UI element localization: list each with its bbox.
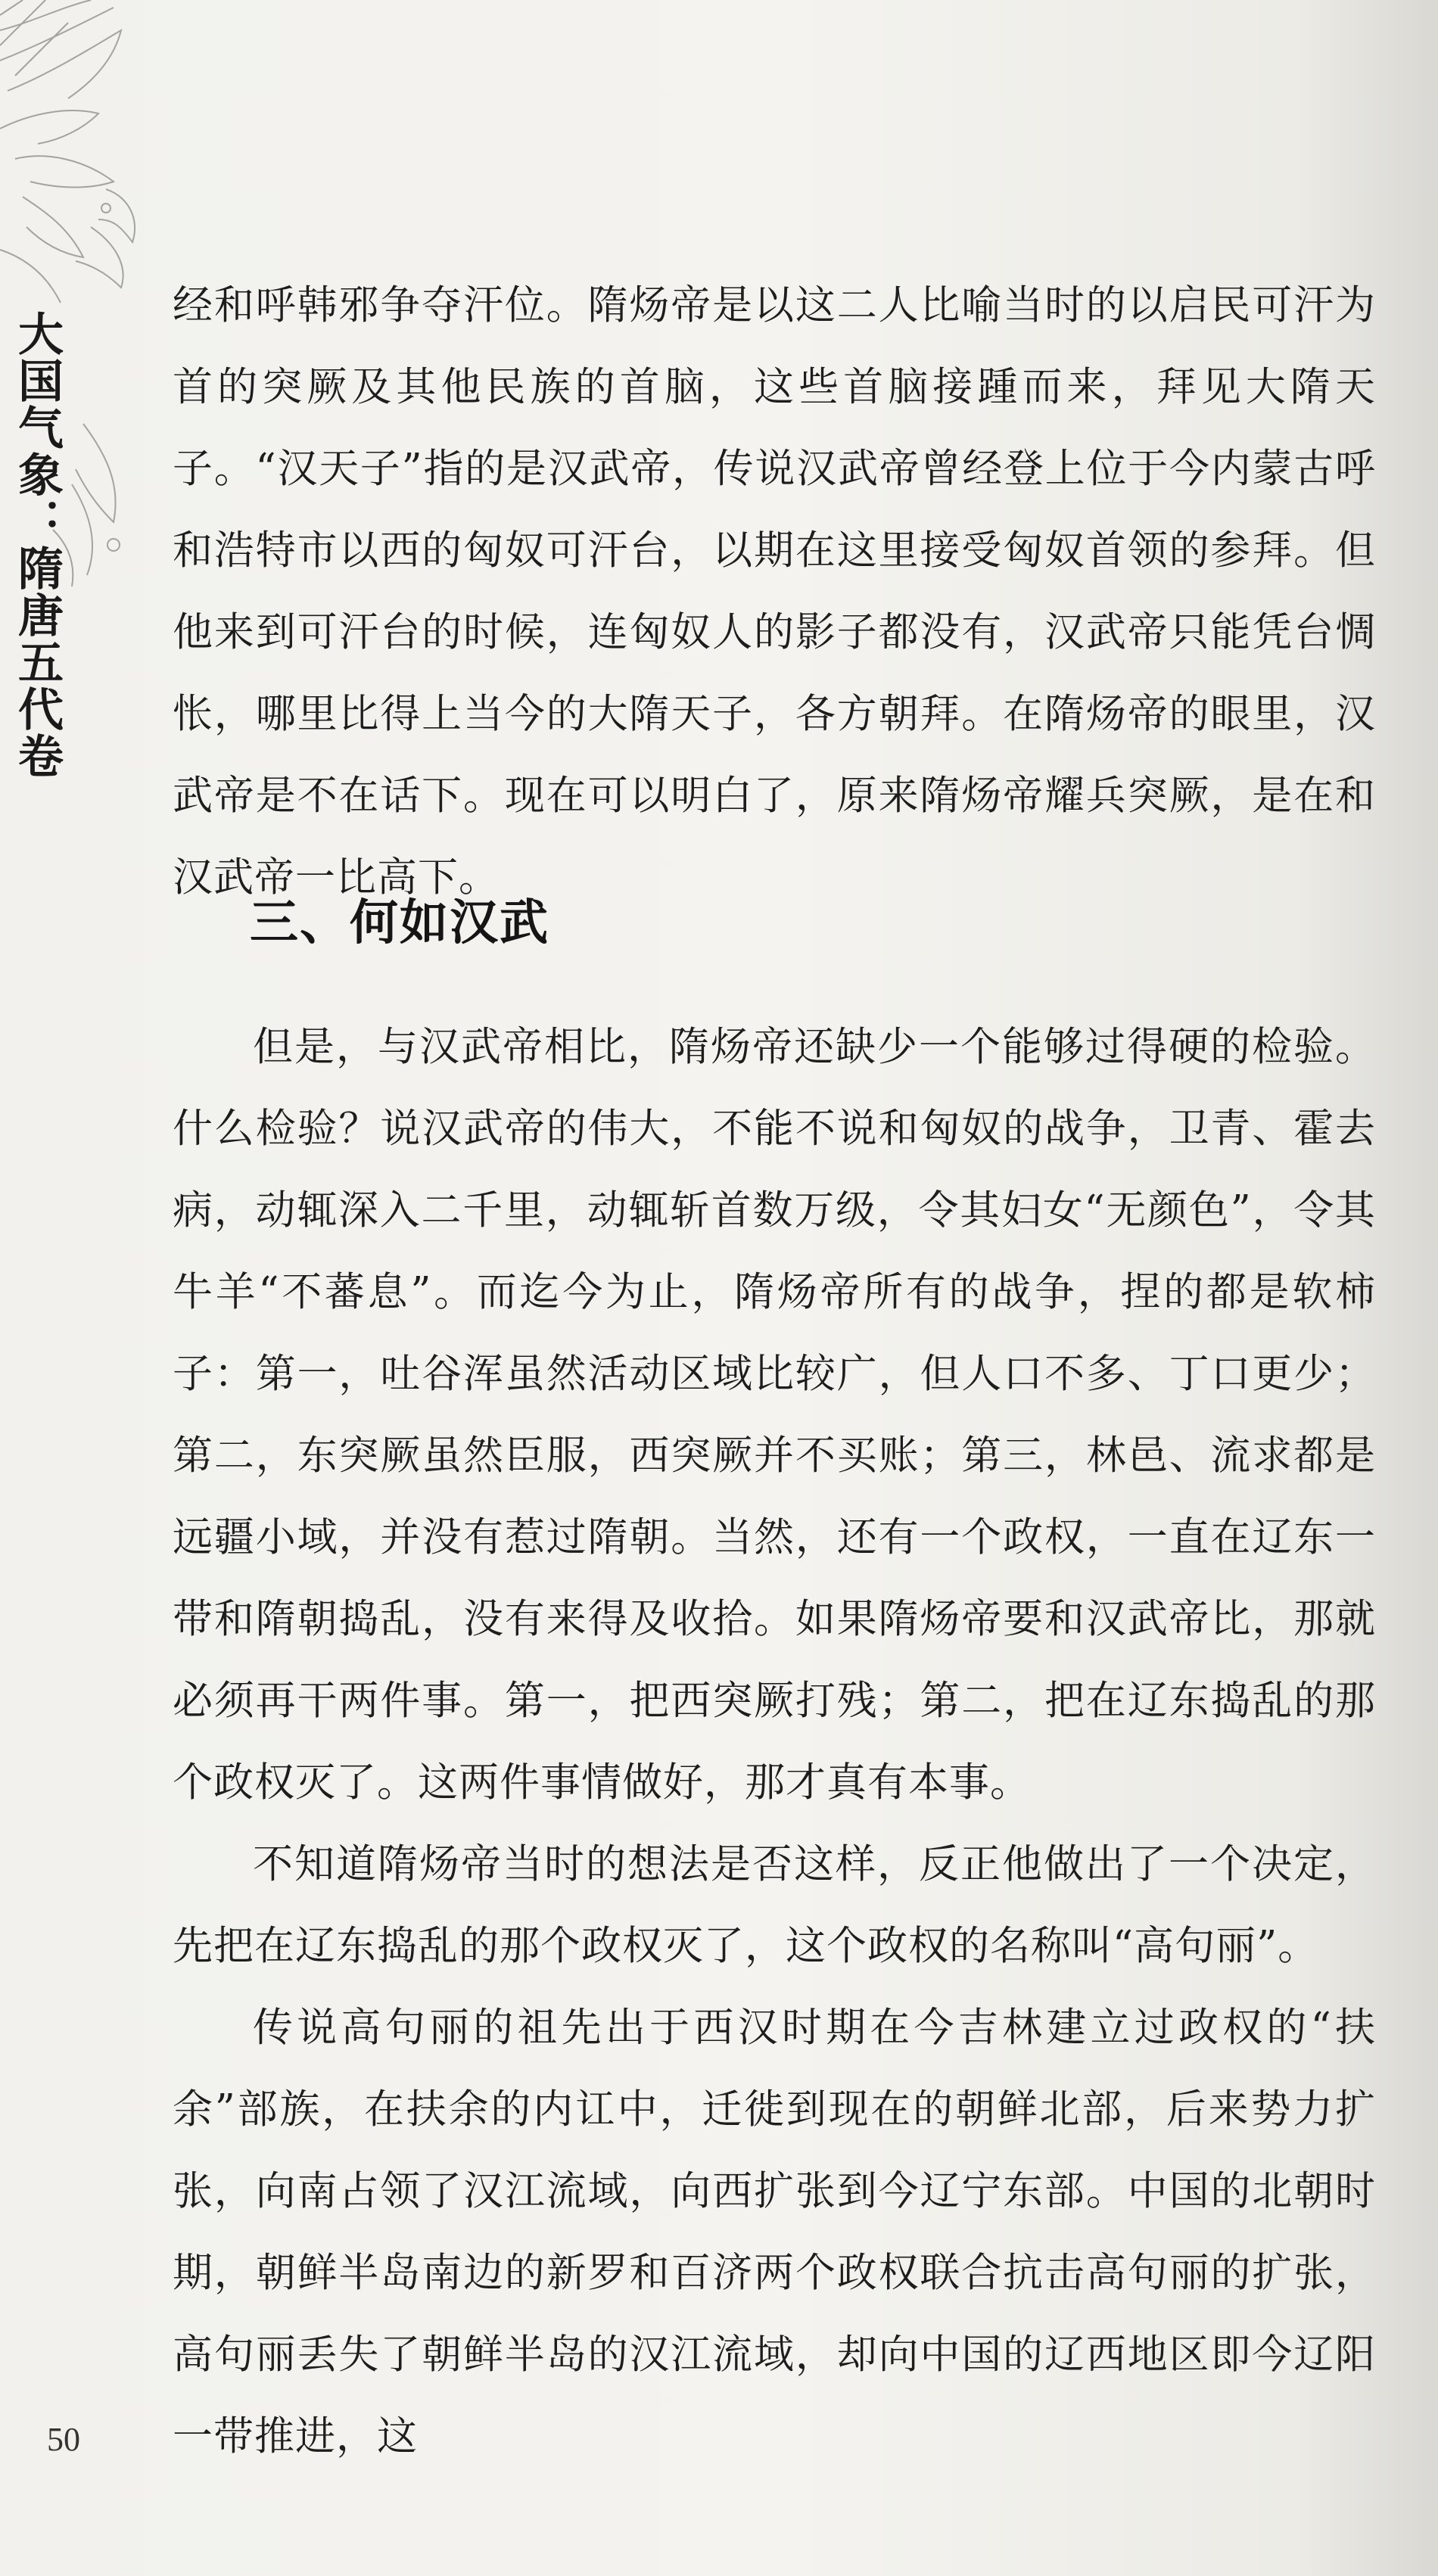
page-number: 50 [47,2421,80,2458]
book-title-vertical: 大国气象：隋唐五代卷 [11,310,64,779]
section-heading: 三、何如汉武 [250,895,549,951]
paragraph: 不知道隋炀帝当时的想法是否这样，反正他做出了一个决定，先把在辽东捣乱的那个政权灭了，这个政权的名称叫“高句丽”。 [173,1841,1376,1969]
paragraph: 但是，与汉武帝相比，隋炀帝还缺少一个能够过得硬的检验。什么检验？说汉武帝的伟大，不能不说和匈奴的战争，卫青、霍去病，动辄深入二千里，动辄斩首数万级，令其妇女“无颜色”，令其牛羊“不蕃息”。而迄今为止，隋炀帝所有的战争，捏的都是软柿子：第一，吐谷浑虽然活动区域比较广，但人口不多、丁口更少；第二，东突厥虽然臣服，西突厥并不买账；第三，林邑、流求都是远疆小域，并没有惹过隋朝。当然，还有一个政权，一直在辽东一带和隋朝捣乱，没有来得及收拾。如果隋炀帝要和汉武帝比，那就必须再干两件事。第一，把西突厥打残；第二，把在辽东捣乱的那个政权灭了。这两件事情做好，那才真有本事。 [173,1024,1376,1806]
paragraph: 传说高句丽的祖先出于西汉时期在今吉林建立过政权的“扶余”部族，在扶余的内讧中，迁徙到现在的朝鲜北部，后来势力扩张，向南占领了汉江流域，向西扩张到今辽宁东部。中国的北朝时期，朝鲜半岛南边的新罗和百济两个政权联合抗击高句丽的扩张，高句丽丢失了朝鲜半岛的汉江流域，却向中国的辽西地区即今辽阳一带推进，这 [173,2005,1376,2459]
body-text-top [173,265,1376,919]
paragraph: 经和呼韩邪争夺汗位。隋炀帝是以这二人比喻当时的以启民可汗为首的突厥及其他民族的首脑，这些首脑接踵而来，拜见大隋天子。“汉天子”指的是汉武帝，传说汉武帝曾经登上位于今内蒙古呼和浩特市以西的匈奴可汗台，以期在这里接受匈奴首领的参拜。但他来到可汗台的时候，连匈奴人的影子都没有，汉武帝只能凭台惆怅，哪里比得上当今的大隋天子，各方朝拜。在隋炀帝的眼里，汉武帝是不在话下。现在可以明白了，原来隋炀帝耀兵突厥，是在和汉武帝一比高下。 [173,282,1376,901]
body-text-bottom [173,1006,1376,2478]
